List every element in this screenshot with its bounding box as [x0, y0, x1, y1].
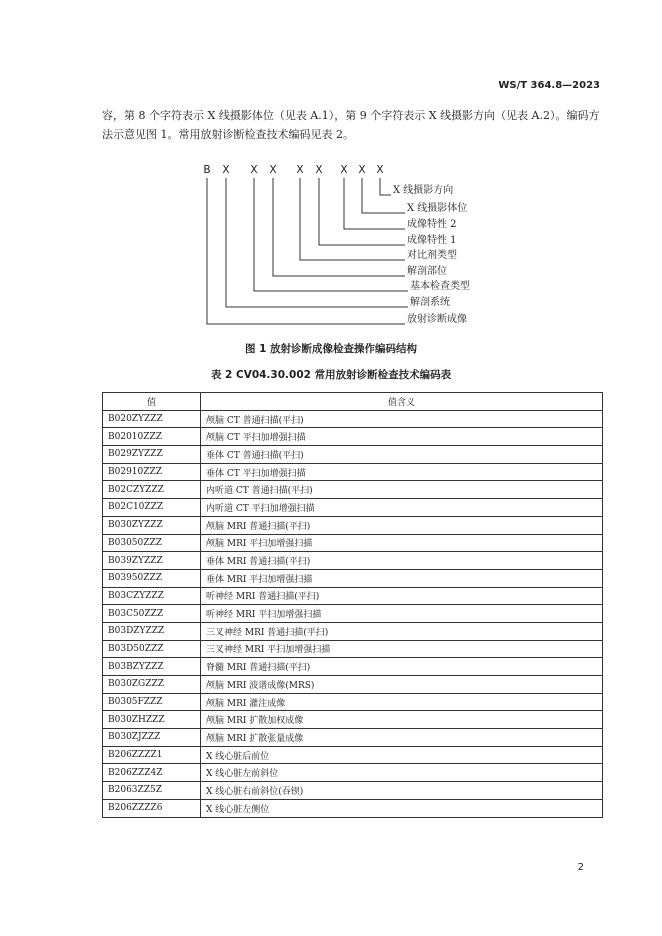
standard-number: WS/T 364.8—2023 [498, 80, 600, 91]
diagram-label: 成像特性 2 [407, 219, 457, 230]
page-number: 2 [577, 862, 584, 873]
code-cell: B030ZHZZZ [103, 711, 201, 729]
table-row [103, 746, 603, 764]
table-row [103, 446, 603, 464]
code-cell: B206ZZZZ6 [103, 799, 201, 817]
figure-caption: 图 1 放射诊断成像检查操作编码结构 [244, 343, 418, 355]
meaning-cell: 垂体 CT 普通扫描(平扫) [201, 446, 603, 464]
code-cell: B206ZZZ4Z [103, 764, 201, 782]
paragraph-line-2: 法示意见图 1。常用放射诊断检查技术编码见表 2。 [102, 128, 354, 141]
code-cell: B02C10ZZZ [103, 499, 201, 517]
table-row [103, 587, 603, 605]
code-cell: B02010ZZZ [103, 428, 201, 446]
meaning-cell: 垂体 MRI 普通扫描(平扫) [201, 552, 603, 570]
code-char: X [340, 164, 348, 176]
meaning-cell: 脊髓 MRI 普通扫描(平扫) [201, 658, 603, 676]
table-row [103, 481, 603, 499]
code-cell: B02CZYZZZ [103, 481, 201, 499]
meaning-cell: 颅脑 MRI 扩散加权成像 [201, 711, 603, 729]
meaning-cell: 内听道 CT 普通扫描(平扫) [201, 481, 603, 499]
code-cell: B2063ZZ5Z [103, 782, 201, 800]
diagram-label: 成像特性 1 [407, 235, 457, 246]
meaning-cell: X 线心脏右前斜位(吞钡) [201, 782, 603, 800]
table-row [103, 658, 603, 676]
meaning-cell: 听神经 MRI 平扫加增强扫描 [201, 605, 603, 623]
table-row [103, 605, 603, 623]
meaning-cell: 垂体 CT 平扫加增强扫描 [201, 463, 603, 481]
diagram-label: 解剖部位 [407, 266, 447, 277]
table-row [103, 782, 603, 800]
meaning-cell: 听神经 MRI 普通扫描(平扫) [201, 587, 603, 605]
meaning-cell: X 线心脏左侧位 [201, 799, 603, 817]
diagram-label: 放射诊断成像 [407, 314, 467, 325]
code-cell: B02910ZZZ [103, 463, 201, 481]
diagram-label: 对比剂类型 [407, 250, 457, 261]
meaning-cell: X 线心脏左前斜位 [201, 764, 603, 782]
code-cell: B029ZYZZZ [103, 446, 201, 464]
table-row [103, 463, 603, 481]
code-char: X [315, 164, 323, 176]
meaning-cell: 颅脑 MRI 普通扫描(平扫) [201, 516, 603, 534]
table-row [103, 428, 603, 446]
table-row [103, 410, 603, 428]
code-table [102, 392, 603, 818]
table-row [103, 764, 603, 782]
code-char: X [358, 164, 366, 176]
code-char: X [269, 164, 277, 176]
code-char: X [222, 164, 230, 176]
diagram-label: X 线摄影方向 [393, 185, 454, 196]
header-meaning: 值含义 [201, 393, 603, 411]
table-row [103, 499, 603, 517]
meaning-cell: 颅脑 CT 普通扫描(平扫) [201, 410, 603, 428]
code-cell: B030ZGZZZ [103, 676, 201, 694]
table-row [103, 711, 603, 729]
diagram-label: 解剖系统 [410, 297, 450, 308]
code-cell: B206ZZZZ1 [103, 746, 201, 764]
table-row [103, 693, 603, 711]
meaning-cell: 垂体 MRI 平扫加增强扫描 [201, 569, 603, 587]
code-cell: B03950ZZZ [103, 569, 201, 587]
code-cell: B03BZYZZZ [103, 658, 201, 676]
meaning-cell: 颅脑 MRI 扩散张量成像 [201, 729, 603, 747]
meaning-cell: 颅脑 MRI 灌注成像 [201, 693, 603, 711]
table-row [103, 552, 603, 570]
code-cell: B020ZYZZZ [103, 410, 201, 428]
diagram-label: X 线摄影体位 [407, 203, 468, 214]
code-cell: B0305FZZZ [103, 693, 201, 711]
table-row [103, 516, 603, 534]
table-row [103, 799, 603, 817]
table-row [103, 729, 603, 747]
table-header-row [103, 393, 603, 411]
table-row [103, 676, 603, 694]
code-char: B [203, 164, 211, 176]
meaning-cell: 颅脑 MRI 波谱成像(MRS) [201, 676, 603, 694]
table-caption: 表 2 CV04.30.002 常用放射诊断检查技术编码表 [210, 369, 452, 381]
code-cell: B03C50ZZZ [103, 605, 201, 623]
meaning-cell: 颅脑 CT 平扫加增强扫描 [201, 428, 603, 446]
code-cell: B03DZYZZZ [103, 622, 201, 640]
coding-structure-diagram [0, 0, 662, 340]
code-cell: B030ZJZZZ [103, 729, 201, 747]
code-cell: B03050ZZZ [103, 534, 201, 552]
meaning-cell: X 线心脏后前位 [201, 746, 603, 764]
bracket-line [226, 178, 408, 307]
diagram-label: 基本检查类型 [410, 281, 470, 292]
header-value: 值 [103, 393, 201, 411]
code-cell: B03D50ZZZ [103, 640, 201, 658]
meaning-cell: 内听道 CT 平扫加增强扫描 [201, 499, 603, 517]
code-cell: B030ZYZZZ [103, 516, 201, 534]
table-row [103, 569, 603, 587]
meaning-cell: 三叉神经 MRI 普通扫描(平扫) [201, 622, 603, 640]
bracket-line [207, 178, 405, 324]
table-row [103, 534, 603, 552]
code-cell: B03CZYZZZ [103, 587, 201, 605]
table-row [103, 640, 603, 658]
bracket-line [380, 178, 391, 195]
meaning-cell: 颅脑 MRI 平扫加增强扫描 [201, 534, 603, 552]
bracket-line [300, 178, 405, 260]
code-char: X [250, 164, 258, 176]
code-cell: B039ZYZZZ [103, 552, 201, 570]
code-char: X [376, 164, 384, 176]
meaning-cell: 三叉神经 MRI 平扫加增强扫描 [201, 640, 603, 658]
paragraph-line-1: 容，第 8 个字符表示 X 线摄影体位（见表 A.1），第 9 个字符表示 X 线摄影方向（见表 A.2）。编码方 [102, 109, 600, 122]
code-char: X [296, 164, 304, 176]
table-row [103, 622, 603, 640]
bracket-line [273, 178, 405, 276]
